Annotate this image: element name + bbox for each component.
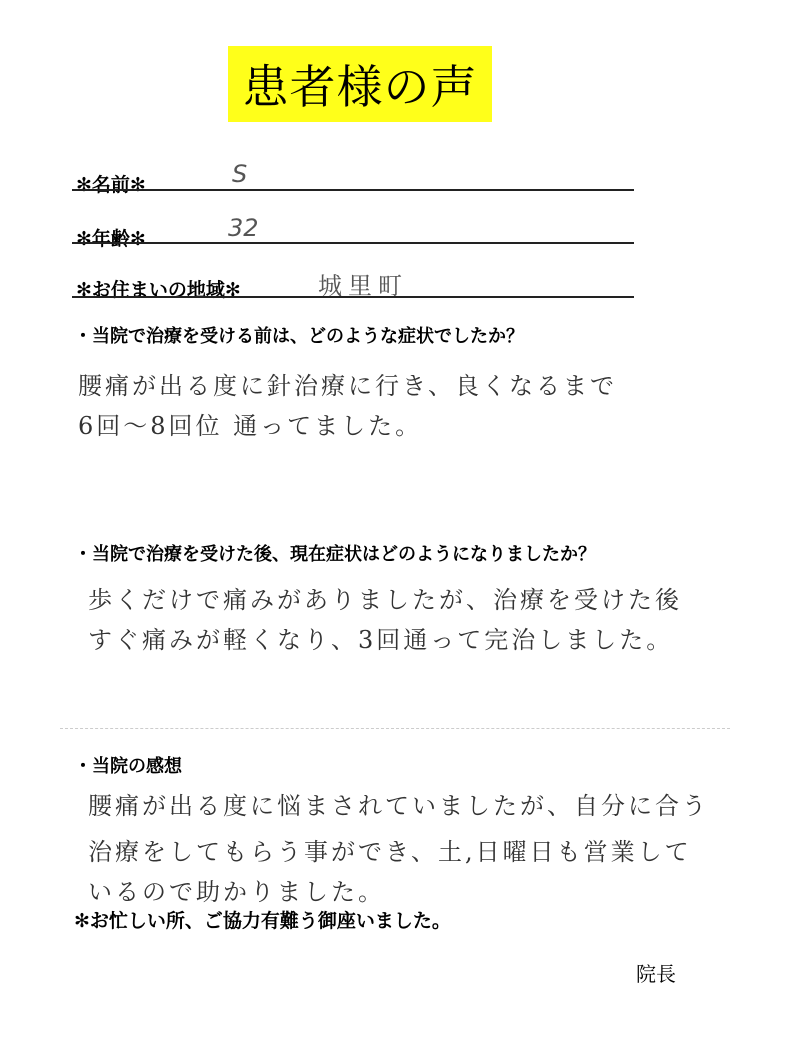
answer-after-line-2: すぐ痛みが軽くなり、3回通って完治しました。 xyxy=(88,626,674,654)
answer-impressions-line-2: 治療をしてもらう事ができ、土,日曜日も営業して xyxy=(88,838,692,866)
answer-before-line-1: 腰痛が出る度に針治療に行き、良くなるまで xyxy=(78,372,618,400)
answer-before-line-2: 6回～8回位 通ってました。 xyxy=(78,412,423,440)
page-title: 患者様の声 xyxy=(242,60,478,114)
question-before-treatment: ・当院で治療を受ける前は、どのような症状でしたか？ xyxy=(74,326,524,347)
age-label: ✻年齢✻ xyxy=(76,228,146,250)
age-value: 32 xyxy=(228,214,259,242)
faint-divider xyxy=(60,728,730,729)
area-label: ✻お住まいの地域✻ xyxy=(76,279,241,301)
title-banner xyxy=(228,46,492,122)
name-underline xyxy=(72,189,634,191)
name-value: S xyxy=(232,160,248,188)
name-label: ✻名前✻ xyxy=(76,174,146,196)
question-after-treatment: ・当院で治療を受けた後、現在症状はどのようになりましたか？ xyxy=(74,544,596,565)
answer-impressions-line-3: いるので助かりました。 xyxy=(88,878,385,906)
question-impressions: ・当院の感想 xyxy=(74,756,182,777)
director-signature: 院長 xyxy=(636,962,676,986)
area-underline xyxy=(72,296,634,298)
closing-message: ✻お忙しい所、ご協力有難う御座いました。 xyxy=(74,910,451,932)
answer-impressions-line-1: 腰痛が出る度に悩まされていましたが、自分に合う xyxy=(88,792,709,820)
age-underline xyxy=(72,242,634,244)
area-value: 城里町 xyxy=(318,272,408,300)
answer-after-line-1: 歩くだけで痛みがありましたが、治療を受けた後 xyxy=(88,586,682,614)
